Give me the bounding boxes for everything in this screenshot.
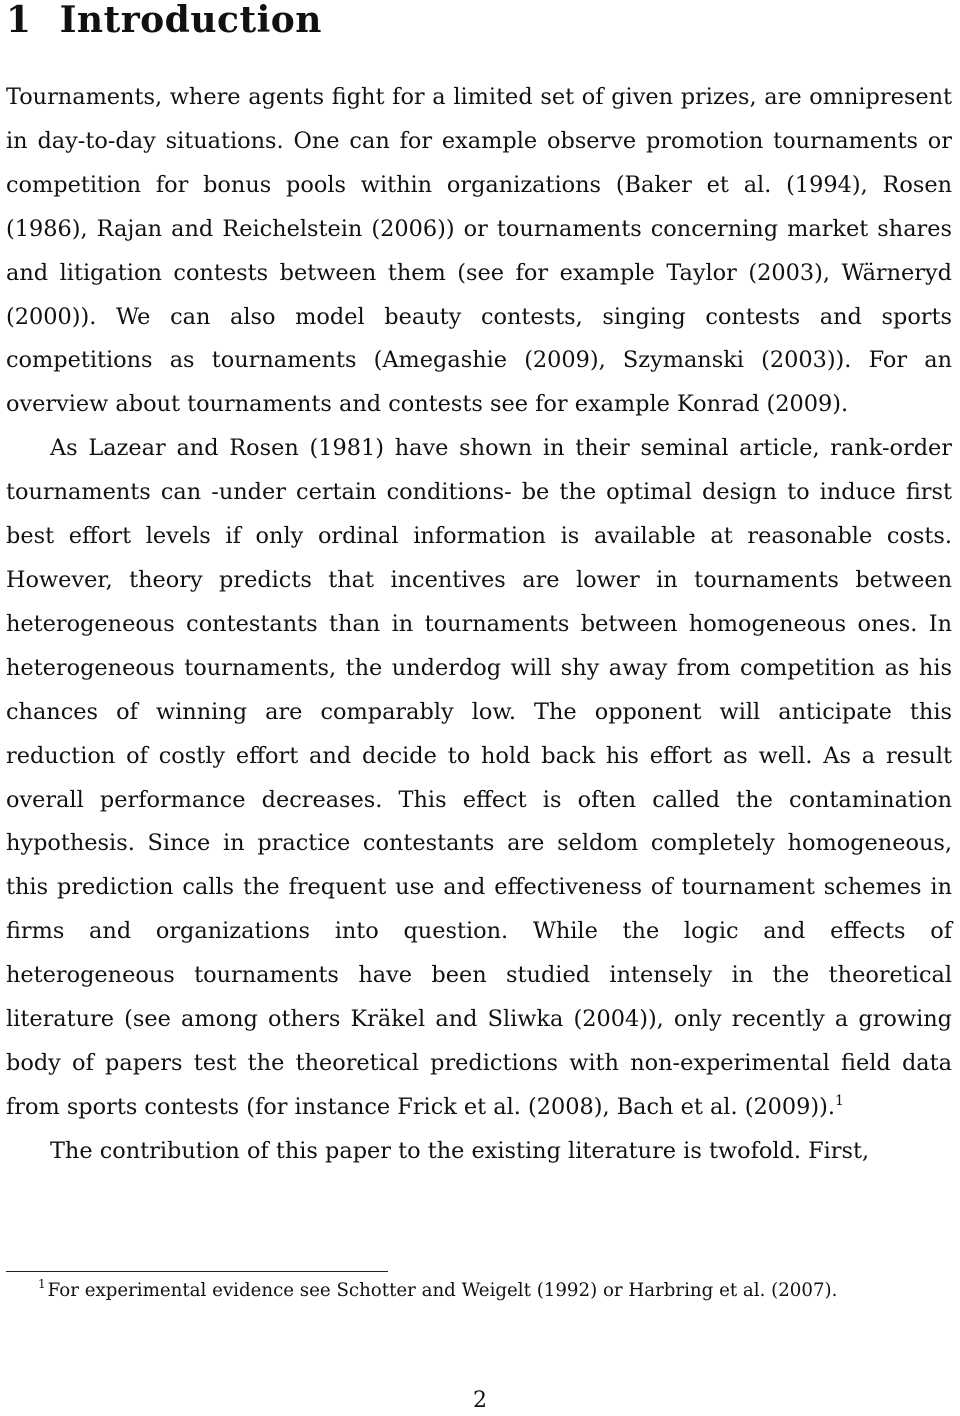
footnote-reference[interactable]: 1: [835, 1092, 844, 1109]
paragraph-1-text: Tournaments, where agents fight for a limited set of given prizes, are omnipresent in day-to-day situations. One can for example observe promotion tournaments or competition for bonus pools within organizations (Baker et al. (1994), Rosen (1986), Rajan and Reichelstein (2006)) or tournaments concerning market shares and litigation contests between them (see for example Taylor (2003), Wärneryd (2000)). We can also model beauty contests, singing contests and sports competitions as tournaments (Amegashie (2009), Szymanski (2003)). For an overview about tournaments and contests see for example Konrad (2009).: [6, 84, 952, 418]
document-page: [4, 0, 956, 1416]
body-text: [6, 76, 952, 1174]
section-heading: [6, 0, 322, 40]
footnote-mark: 1: [38, 1277, 46, 1291]
paragraph-1: [6, 76, 952, 427]
page-number: 2: [473, 1388, 487, 1413]
paragraph-2: [6, 427, 952, 1130]
footnote-rule: [6, 1271, 388, 1272]
section-number: 1: [6, 0, 32, 41]
section-title: Introduction: [59, 0, 322, 41]
paragraph-3-text: The contribution of this paper to the existing literature is twofold. First,: [50, 1137, 870, 1164]
paragraph-3: [6, 1130, 952, 1174]
paragraph-2-text: As Lazear and Rosen (1981) have shown in their seminal article, rank-order tournaments can -under certain conditions- be the optimal design to induce first best effort levels if only ordinal information is available at reasonable costs. However, theory predicts that incentives are lower in tournaments between heterogeneous contestants than in tournaments between homogeneous ones. In heterogeneous tournaments, the underdog will shy away from competition as his chances of winning are comparably low. The opponent will anticipate this reduction of costly effort and decide to hold back his effort as well. As a result overall performance decreases. This effect is often called the contamination hypothesis. Since in practice contestants are seldom completely homogeneous, this prediction calls the frequent use and effectiveness of tournament schemes in firms and organizations into question. While the logic and effects of heterogeneous tournaments have been studied intensely in the theoretical literature (see among others Kräkel and Sliwka (2004)), only recently a growing body of papers test the theoretical predictions with non-experimental field data from sports contests (for instance Frick et al. (2008), Bach et al. (2009)).: [6, 435, 952, 1120]
footnote: [6, 1276, 954, 1306]
footnote-text: For experimental evidence see Schotter and Weigelt (1992) or Harbring et al. (2007).: [47, 1280, 838, 1301]
